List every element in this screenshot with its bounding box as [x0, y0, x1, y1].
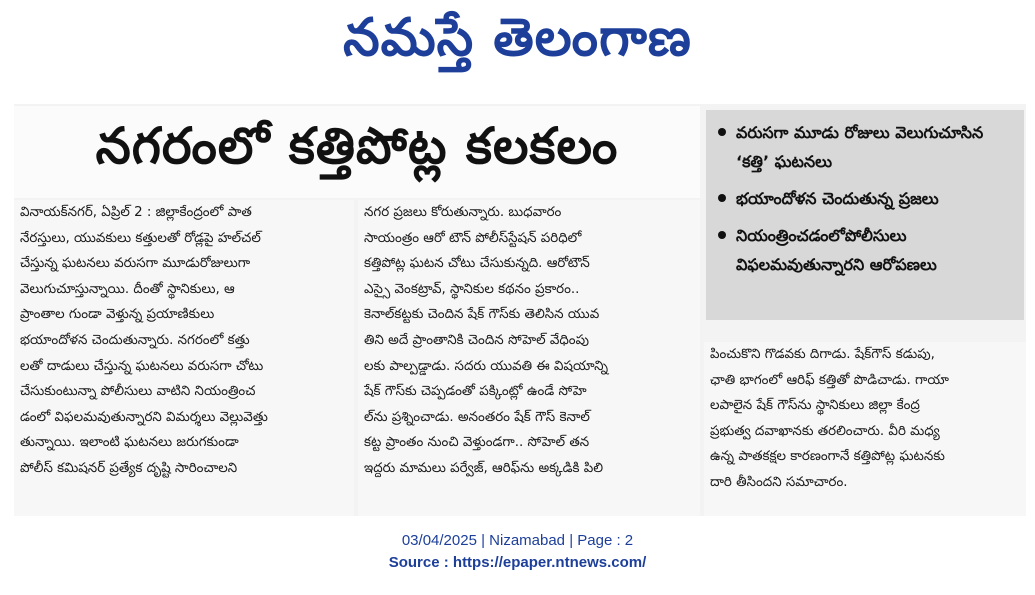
text-line: ఉన్న పాతకక్షల కారణంగానే కత్తిపోట్ల ఘటనకు: [710, 449, 945, 465]
highlight-text: వరుసగా మూడు రోజులు వెలుగుచూసిన ‘కత్తి’ ఘటనలు: [736, 123, 984, 171]
article-headline: [14, 106, 700, 198]
headline-text: నగరంలో కత్తిపోట్ల కలకలం: [95, 116, 619, 175]
text-line: పించుకొని గొడవకు దిగాడు. షేక్‌గౌస్ కడుపు,: [710, 347, 935, 362]
edition-info: 03/04/2025 | Nizamabad | Page : 2: [401, 532, 634, 549]
text-line: దారి తీసిందని సమాచారం.: [710, 474, 848, 490]
highlight-text: నియంత్రించడంలోపోలీసులు విఫలమవుతున్నారని ఆరోపణలు: [736, 226, 937, 274]
text-line: డంలో విఫలమవుతున్నారని విమర్శలు వెల్లువెత్తు: [20, 409, 268, 425]
text-line: భయాందోళన చెందుతున్నారు. నగరంలో కత్తు: [20, 332, 250, 348]
bullet-icon: [718, 194, 726, 202]
text-line: కట్ట ప్రాంతం నుంచి వెళ్తుండగా.. సోహెల్ తన: [364, 435, 590, 451]
bullet-icon: [718, 231, 726, 239]
text-line: షేక్ గౌస్‌కు చెప్పడంతో పక్కింట్లో ఉండే సోహె: [364, 384, 587, 400]
bullet-icon: [718, 128, 726, 136]
highlight-text: భయాందోళన చెందుతున్న ప్రజలు: [736, 189, 939, 208]
text-line: ఇద్దరు మామలు పర్వేజ్, ఆరిఫ్‌ను అక్కడికి పిలి: [364, 460, 604, 476]
text-line: తున్నాయి. ఇలాంటి ఘటనలు జరుగకుండా: [20, 435, 239, 451]
text-line: వెలుగుచూస్తున్నాయి. దీంతో స్థానికులు, ఆ: [20, 281, 235, 297]
highlights-box: [706, 110, 1024, 320]
text-line: ప్రభుత్వ దవాఖానకు తరలించారు. వీరి మధ్య: [710, 423, 940, 439]
highlight-item: [714, 184, 1016, 213]
text-line: లకు పాల్పడ్డాడు. సదరు యువతి ఈ విషయాన్ని: [364, 358, 609, 374]
text-line: ఛాతి భాగంలో ఆరిఫ్ కత్తితో పొడిచాడు. గాయా: [710, 372, 949, 388]
article-column-1: [14, 200, 354, 516]
text-line: సాయంత్రం ఆరో టౌన్ పోలీస్‌స్టేషన్ పరిధిలో: [364, 230, 582, 246]
text-line: చేసుకుంటున్నా పోలీసులు వాటిని నియంత్రించ: [20, 384, 256, 400]
text-line: ఎస్సై వెంకట్రావ్, స్థానికుల కథనం ప్రకారం..: [364, 281, 580, 297]
highlight-item: [714, 118, 1016, 176]
text-line: కత్తిపోట్ల ఘటన చోటు చేసుకున్నది. ఆరోటౌన్: [364, 256, 590, 272]
text-line: లతో దాడులు చేస్తున్న ఘటనలు వరుసగా చోటు: [20, 358, 264, 374]
article-column-2: [358, 200, 700, 516]
text-line: పోలీస్ కమిషనర్ ప్రత్యేక దృష్టి సారించాలని: [20, 460, 238, 476]
highlight-item: [714, 221, 1016, 279]
source-link[interactable]: Source : https://epaper.ntnews.com/: [388, 554, 647, 571]
text-line: లపాలైన షేక్ గౌస్‌ను స్థానికులు జిల్లా కేంద్ర: [710, 398, 920, 414]
text-line: నగర ప్రజలు కోరుతున్నారు. బుధవారం: [364, 205, 562, 220]
text-line: ప్రాంతాల గుండా వెళ్తున్న ప్రయాణికులు: [20, 307, 215, 323]
article-column-3: [704, 342, 1026, 516]
newspaper-logo: నమస్తే తెలంగాణ: [343, 7, 692, 68]
masthead: [0, 0, 1035, 88]
text-line: నేరస్తులు, యువకులు కత్తులతో రోడ్లపై హల్‌చల్: [20, 230, 261, 246]
text-line: వినాయక్‌నగర్, ఏప్రిల్ 2 : జిల్లాకేంద్రంలో పాత: [20, 205, 252, 220]
text-line: చేస్తున్న ఘటనలు వరుసగా మూడురోజులుగా: [20, 256, 251, 272]
page-footer: [0, 530, 1035, 574]
text-line: ల్‌ను ప్రశ్నించాడు. అనంతరం షేక్ గౌస్ కెనాల్: [364, 409, 590, 425]
text-line: తిని అదే ప్రాంతానికి చెందిన సోహెల్ వేధింపు: [364, 332, 589, 348]
text-line: కెనాల్‌కట్టకు చెందిన షేక్ గౌస్‌కు తెలిసిన యువ: [364, 307, 600, 323]
